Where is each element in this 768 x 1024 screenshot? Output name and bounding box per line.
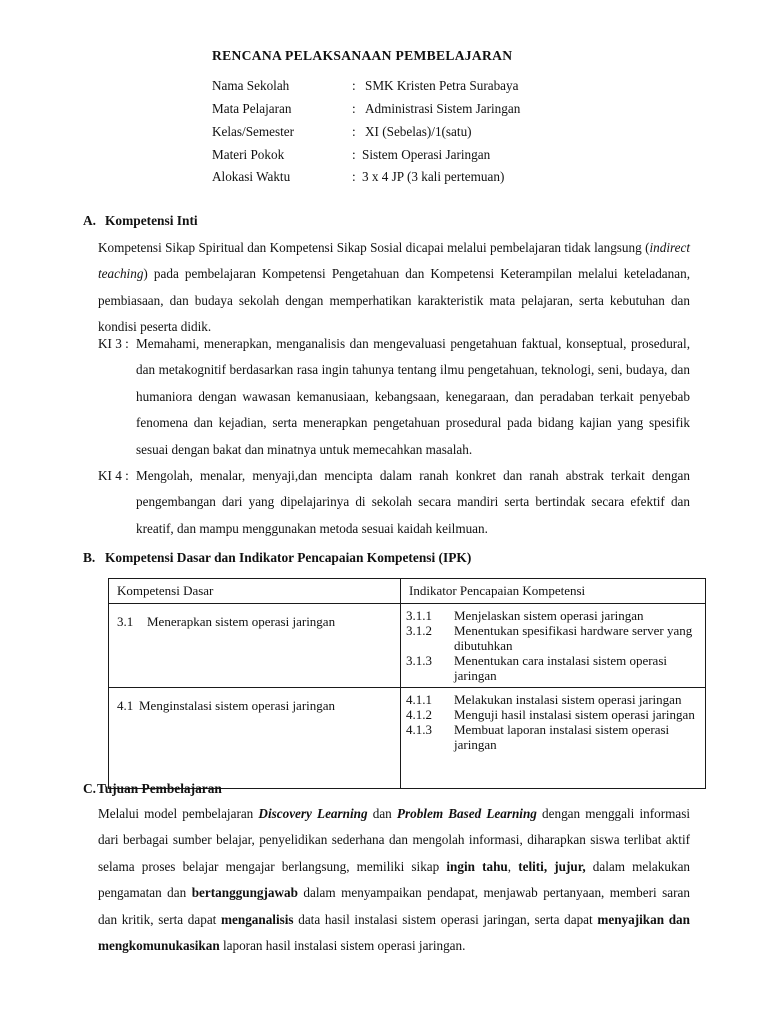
- indicator-text: Menentukan spesifikasi hardware server yang dibutuhkan: [454, 623, 693, 653]
- indicator-item: [406, 707, 699, 722]
- section-letter-a: A.: [83, 213, 97, 228]
- indicator-item: [406, 692, 699, 707]
- identity-colon: :: [352, 123, 356, 139]
- indicator-item: [406, 608, 699, 623]
- section-title-c: Tujuan Pembelajaran: [97, 781, 222, 796]
- ki3-item: [98, 331, 690, 463]
- indicator-number: 3.1.1: [406, 608, 432, 623]
- identity-label: Nama Sekolah: [212, 78, 290, 93]
- document-title: RENCANA PELAKSANAAN PEMBELAJARAN: [212, 48, 513, 63]
- identity-row: [212, 148, 632, 171]
- identity-label: Alokasi Waktu: [212, 169, 291, 185]
- indicator-number: 3.1.3: [406, 653, 432, 668]
- tujuan-text-5: dalam melakukan pengamatan dan: [98, 858, 691, 901]
- identity-value: 3 x 4 JP (3 kali pertemuan): [362, 169, 505, 185]
- table-header-indikator: Indikator Pencapaian Kompetensi: [401, 579, 706, 604]
- identity-row: [212, 125, 632, 148]
- section-heading-c: [83, 781, 222, 797]
- kd-cell-4-1: [109, 688, 401, 789]
- identity-value: XI (Sebelas)/1(satu): [365, 123, 472, 139]
- tujuan-text-2: dan: [367, 806, 397, 821]
- kd-text: Menerapkan sistem operasi jaringan: [147, 614, 336, 629]
- section-letter-b: B.: [83, 550, 96, 565]
- kata-menganalisis: menganalisis: [221, 911, 294, 927]
- identity-table: [212, 79, 632, 193]
- intro-text-part-2: ) pada pembelajaran Kompetensi Pengetahuan dan Kompetensi Keterampilan melalui keteladanan, pembiasaan, dan budaya sekolah dengan memperhatikan karakteristik mata pelajaran, serta kebutuhan dan kondisi peserta didik.: [98, 266, 690, 335]
- identity-value: Sistem Operasi Jaringan: [362, 146, 491, 162]
- model-discovery-learning: Discovery Learning: [258, 806, 368, 821]
- indicator-text: Membuat laporan instalasi sistem operasi jaringan: [454, 722, 670, 752]
- ki4-label: KI 4 :: [98, 468, 129, 483]
- identity-label: Mata Pelajaran: [212, 100, 292, 116]
- competency-indicator-table: [108, 578, 706, 789]
- identity-value: SMK Kristen Petra Surabaya: [365, 78, 519, 93]
- intro-text-italic: indirect teaching: [98, 240, 690, 282]
- identity-row: [212, 79, 632, 102]
- section-heading-a: [83, 213, 198, 229]
- identity-label: Kelas/Semester: [212, 123, 295, 139]
- kd-number: 3.1: [117, 614, 134, 629]
- indicator-cell-4-1: [401, 688, 706, 789]
- kd-text: Menginstalasi sistem operasi jaringan: [139, 698, 336, 713]
- identity-colon: :: [352, 146, 356, 162]
- tujuan-text-1: Melalui model pembelajaran: [98, 806, 259, 821]
- indicator-text: Menguji hasil instalasi sistem operasi jaringan: [454, 707, 695, 722]
- kd-number: 4.1: [117, 698, 134, 713]
- tujuan-text-4: ,: [507, 858, 519, 874]
- indicator-number: 4.1.2: [406, 707, 432, 722]
- indicator-text: Menentukan cara instalasi sistem operasi jaringan: [454, 653, 667, 683]
- indicator-cell-3-1: [401, 604, 706, 688]
- indicator-item: [406, 623, 699, 653]
- ki4-item: [98, 463, 690, 542]
- sikap-teliti-jujur: teliti, jujur,: [518, 858, 586, 874]
- identity-row: [212, 102, 632, 125]
- indicator-number: 4.1.3: [406, 722, 432, 737]
- section-a-intro-paragraph: [98, 235, 690, 341]
- identity-colon: :: [352, 78, 356, 93]
- tujuan-text-3: dengan menggali informasi dari berbagai sumber belajar, penyelidikan sederhana dan mengolah informasi, diharapkan siswa terlibat aktif selama proses belajar mengajar berlangsung, memiliki sikap: [98, 806, 691, 874]
- model-problem-based-learning: Problem Based Learning: [396, 806, 537, 821]
- kd-entry: [117, 698, 394, 713]
- ki3-label: KI 3 :: [98, 336, 129, 351]
- indicator-number: 4.1.1: [406, 692, 432, 707]
- identity-colon: :: [352, 100, 356, 116]
- intro-text-part-1: Kompetensi Sikap Spiritual dan Kompetensi Sikap Sosial dicapai melalui pembelajaran tidak langsung (: [98, 240, 650, 255]
- identity-value: Administrasi Sistem Jaringan: [365, 100, 521, 116]
- kata-menyajikan-mengkomunikasikan: menyajikan dan mengkomunukasikan: [98, 911, 690, 954]
- ki4-text: Mengolah, menalar, menyaji,dan mencipta dalam ranah konkret dan ranah abstrak terkait dengan pengembangan dari yang dipelajarinya di sekolah secara mandiri serta bertindak secara efektif dan kreatif, dan mampu menggunakan metoda sesuai kaidah keilmuan.: [136, 468, 690, 536]
- section-title-a: Kompetensi Inti: [105, 213, 198, 228]
- indicator-text: Melakukan instalasi sistem operasi jaringan: [454, 692, 682, 707]
- ki3-text: Memahami, menerapkan, menganalisis dan mengevaluasi pengetahuan faktual, konseptual, prosedural, dan metakognitif berdasarkan rasa ingin tahunya tentang ilmu pengetahuan, teknologi, seni, budaya, dan humaniora dengan wawasan kemanusiaan, kebangsaan, kenegaraan, dan peradaban terkait penyebab fenomena dan kejadian, serta menerapkan pengetahuan prosedural pada bidang kajian yang spesifik sesuai dengan bakat dan minatnya untuk memecahkan masalah.: [136, 336, 690, 457]
- table-row: [109, 604, 706, 688]
- section-title-b: Kompetensi Dasar dan Indikator Pencapaian Kompetensi (IPK): [105, 550, 472, 565]
- table-header-kompetensi-dasar: Kompetensi Dasar: [109, 579, 401, 604]
- tujuan-text-6: dalam menyampaikan pendapat, menjawab pertanyaan, memberi saran dan kritik, serta dapat: [98, 885, 690, 927]
- kd-cell-3-1: [109, 604, 401, 688]
- section-heading-b: [83, 550, 471, 566]
- tujuan-text-7: data hasil instalasi sistem operasi jaringan, serta dapat: [293, 911, 598, 927]
- sikap-bertanggungjawab: bertanggungjawab: [191, 885, 298, 901]
- section-c-paragraph: [98, 801, 690, 959]
- identity-label: Materi Pokok: [212, 146, 285, 162]
- identity-colon: :: [352, 169, 356, 185]
- tujuan-text-8: laporan hasil instalasi sistem operasi jaringan.: [219, 938, 466, 954]
- table-row: [109, 688, 706, 789]
- kd-entry: [117, 614, 394, 629]
- identity-row: [212, 170, 632, 193]
- section-letter-c: C.: [83, 781, 97, 796]
- indicator-text: Menjelaskan sistem operasi jaringan: [454, 608, 644, 623]
- table-header-row: [109, 579, 706, 604]
- indicator-item: [406, 653, 699, 683]
- indicator-item: [406, 722, 699, 752]
- indicator-number: 3.1.2: [406, 623, 432, 638]
- sikap-ingin-tahu: ingin tahu: [446, 858, 508, 874]
